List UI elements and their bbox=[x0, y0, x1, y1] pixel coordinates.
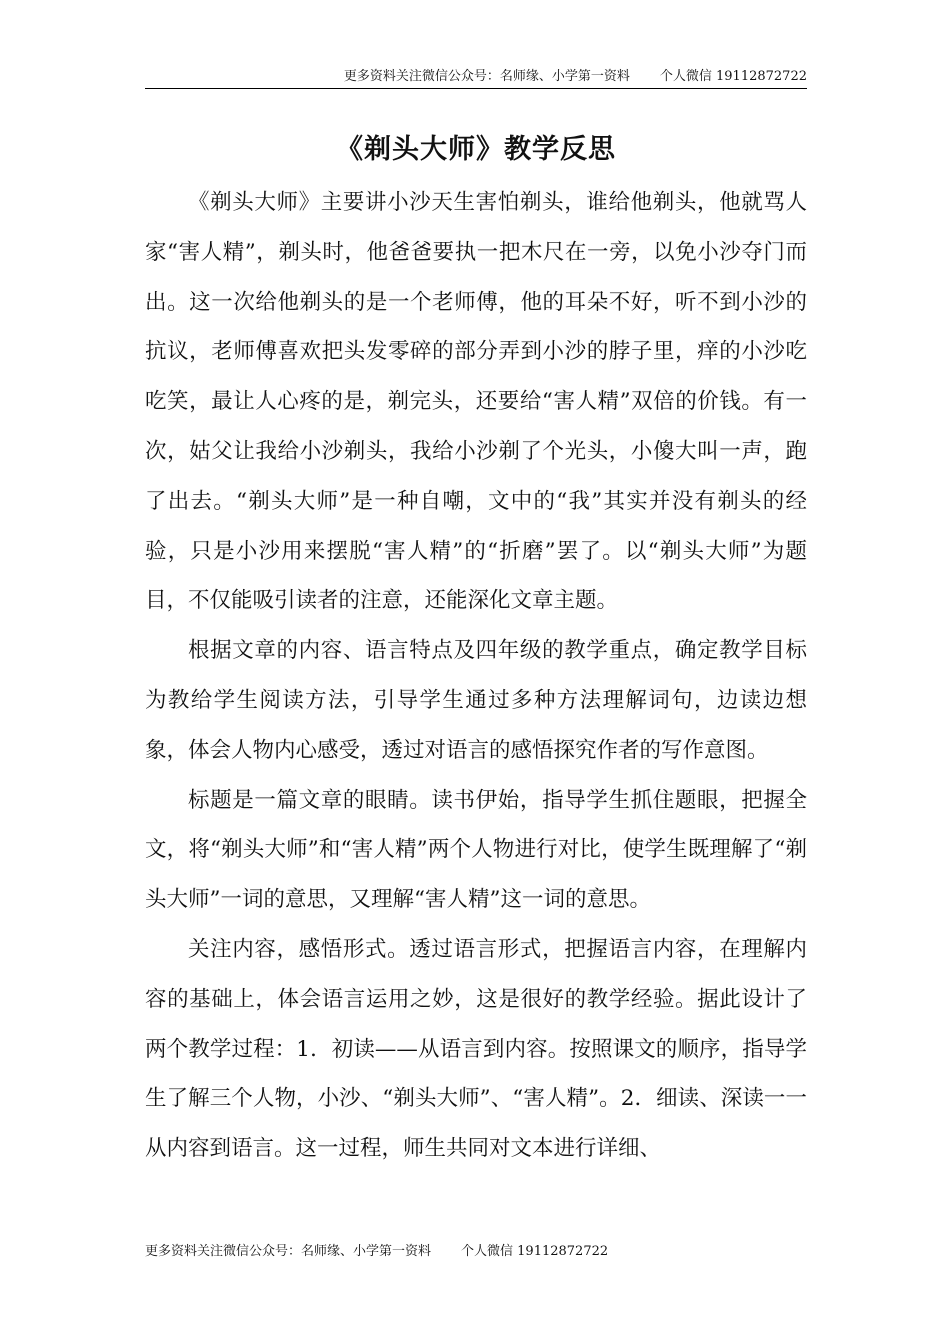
footer-account-text: 更多资料关注微信公众号：名师缘、小学第一资料 bbox=[145, 1244, 432, 1259]
header-wechat-text: 个人微信 19112872722 bbox=[659, 69, 807, 84]
header-account-text: 更多资料关注微信公众号：名师缘、小学第一资料 bbox=[343, 69, 630, 84]
page-footer bbox=[145, 1241, 608, 1263]
paragraph-1: 《剃头大师》主要讲小沙天生害怕剃头，谁给他剃头，他就骂人家“害人精”，剃头时，他爸爸要执一把木尺在一旁，以免小沙夺门而出。这一次给他剃头的是一个老师傅，他的耳朵不好，听不到小沙的抗议，老师傅喜欢把头发零碎的部分弄到小沙的脖子里，痒的小沙吃吃笑，最让人心疼的是，剃完头，还要给“害人精”双倍的价钱。有一次，姑父让我给小沙剃头，我给小沙剃了个光头，小傻大叫一声，跑了出去。“剃头大师”是一种自嘲，文中的“我”其实并没有剃头的经验，只是小沙用来摆脱“害人精”的“折磨”罢了。以“剃头大师”为题目，不仅能吸引读者的注意，还能深化文章主题。 bbox=[145, 190, 807, 614]
page-header bbox=[145, 66, 807, 89]
paragraph-2: 根据文章的内容、语言特点及四年级的教学重点，确定教学目标为教给学生阅读方法，引导学生通过多种方法理解词句，边读边想象，体会人物内心感受，透过对语言的感悟探究作者的写作意图。 bbox=[145, 638, 807, 763]
document-body bbox=[145, 178, 807, 1174]
paragraph-4: 关注内容，感悟形式。透过语言形式，把握语言内容，在理解内容的基础上，体会语言运用之妙，这是很好的教学经验。据此设计了两个教学过程：1．初读——从语言到内容。按照课文的顺序，指导学生了解三个人物，小沙、“剃头大师”、“害人精”。2．细读、深读一一从内容到语言。这一过程，师生共同对文本进行详细、 bbox=[145, 936, 807, 1162]
paragraph-3: 标题是一篇文章的眼睛。读书伊始，指导学生抓住题眼，把握全文，将“剃头大师”和“害人精”两个人物进行对比，使学生既理解了“剃头大师”一词的意思，又理解“害人精”这一词的意思。 bbox=[145, 787, 807, 913]
document-title: 《剃头大师》教学反思 bbox=[336, 134, 616, 165]
footer-wechat-text: 个人微信 19112872722 bbox=[461, 1244, 609, 1259]
